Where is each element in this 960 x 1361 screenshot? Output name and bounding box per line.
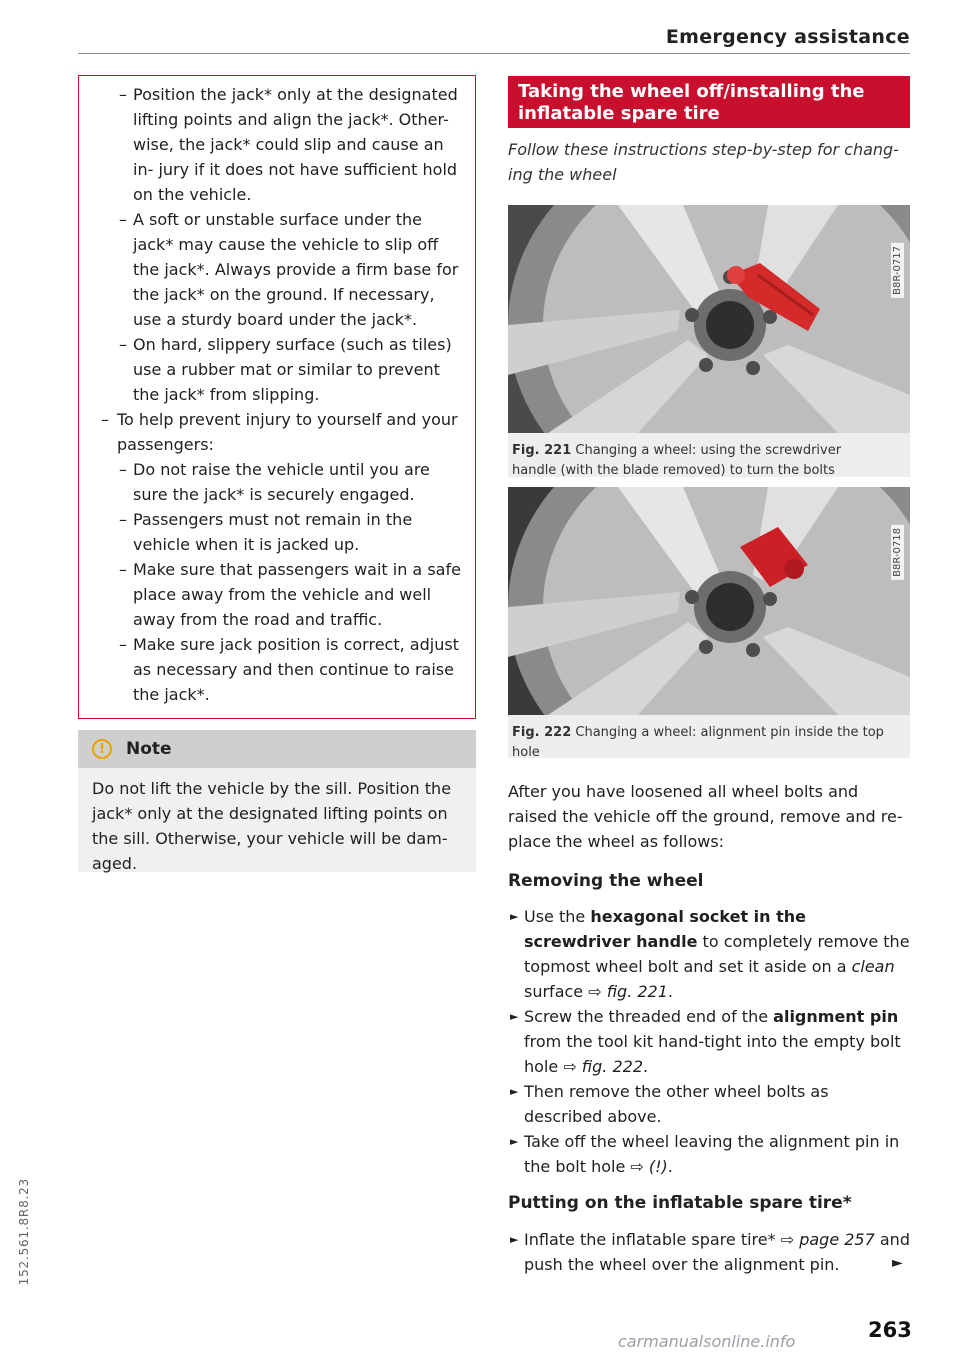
note-link[interactable]: ⇨ (!) (630, 1157, 668, 1176)
note-body: Do not lift the vehicle by the sill. Position the jack* only at the designated lifting points on the sill. Otherwise, your vehicle will be dam- aged. (92, 779, 452, 873)
fig-221-link[interactable]: ⇨ fig. 221 (588, 982, 668, 1001)
putting-step-1: ► Inflate the inflatable spare tire* ⇨ page 257 and push the wheel over the alignment pin. (508, 1227, 910, 1277)
page-number: 263 (868, 1318, 912, 1342)
removing-steps (508, 904, 910, 1179)
section-heading-line1: Taking the wheel off/installing the (518, 81, 865, 102)
warning-item: – To help prevent injury to yourself and your passengers: (93, 407, 463, 457)
continue-arrow-icon: ► (892, 1255, 903, 1271)
warning-item: – Make sure that passengers wait in a safe place away from the vehicle and well away from the road and traffic. (93, 557, 463, 632)
figure-222-label: Fig. 222 (512, 725, 572, 740)
section-heading (508, 76, 910, 128)
fig-222-link[interactable]: ⇨ fig. 222 (563, 1057, 644, 1076)
figure-222 (508, 487, 910, 758)
section-heading-line2: inflatable spare tire (518, 103, 720, 124)
removing-step-2: ► Screw the threaded end of the alignment pin from the tool kit hand-tight into the empty bolt hole ⇨ fig. 222. (508, 1004, 910, 1079)
warning-item: – On hard, slippery surface (such as tiles) use a rubber mat or similar to prevent the jack* from slipping. (93, 332, 463, 407)
note-header (78, 730, 476, 768)
warning-box (78, 75, 476, 719)
removing-step-1: ► Use the hexagonal socket in the screwdriver handle to completely remove the topmost wheel bolt and set it aside on a clean surface ⇨ fig. 221. (508, 904, 910, 1004)
bullet-triangle-icon: ► (510, 910, 519, 923)
wheel-illustration-1 (508, 205, 910, 433)
figure-221-image (508, 205, 910, 433)
figure-221-label: Fig. 221 (512, 443, 572, 458)
dash-bullet: – (119, 560, 127, 579)
warning-item: – Do not raise the vehicle until you are sure the jack* is securely engaged. (93, 457, 463, 507)
figure-221-code: B8R-0717 (891, 243, 904, 298)
dash-bullet: – (101, 410, 109, 429)
figure-221 (508, 205, 910, 477)
section-title: Emergency assistance (665, 26, 910, 48)
figure-222-caption-text: Changing a wheel: alignment pin inside the top hole (512, 725, 884, 760)
bullet-triangle-icon: ► (510, 1010, 519, 1023)
figure-222-code: B8R-0718 (891, 525, 904, 580)
figure-222-image (508, 487, 910, 715)
dash-bullet: – (119, 335, 127, 354)
side-code: 152.561.8R8.23 (17, 1178, 31, 1286)
dash-bullet: – (119, 510, 127, 529)
putting-title: Putting on the inflatable spare tire* (508, 1193, 852, 1213)
bullet-triangle-icon: ► (510, 1085, 519, 1098)
dash-bullet: – (119, 460, 127, 479)
page-257-link[interactable]: ⇨ page 257 (780, 1230, 875, 1249)
dash-bullet: – (119, 635, 127, 654)
warning-list (93, 82, 463, 707)
wheel-illustration-2 (508, 487, 910, 715)
intro-text: Follow these instructions step-by-step for chang- ing the wheel (508, 140, 899, 184)
figure-221-caption-text: Changing a wheel: using the screwdriver handle (with the blade removed) to turn the bolts (512, 443, 842, 478)
after-text: After you have loosened all wheel bolts and raised the vehicle off the ground, remove and re- place the wheel as follows: (508, 782, 903, 851)
note-title: Note (126, 739, 172, 759)
bullet-triangle-icon: ► (510, 1135, 519, 1148)
watermark: carmanualsonline.info (618, 1332, 796, 1351)
warning-item: – Position the jack* only at the designated lifting points and align the jack*. Other- wise, the jack* could slip and cause an in- jury if it does not have sufficient hold on the vehicle. (93, 82, 463, 207)
figure-222-caption (508, 723, 910, 763)
removing-step-4: ► Take off the wheel leaving the alignment pin in the bolt hole ⇨ (!). (508, 1129, 910, 1179)
removing-step-3: ► Then remove the other wheel bolts as described above. (508, 1079, 910, 1129)
dash-bullet: – (119, 85, 127, 104)
warning-item: – Passengers must not remain in the vehicle when it is jacked up. (93, 507, 463, 557)
header-rule (78, 53, 910, 54)
notice-icon: ! (92, 739, 112, 759)
bullet-triangle-icon: ► (510, 1233, 519, 1246)
dash-bullet: – (119, 210, 127, 229)
warning-item: – A soft or unstable surface under the jack* may cause the vehicle to slip off the jack*. Always provide a firm base for the jack* on the ground. If necessary, use a sturdy board under the jack*. (93, 207, 463, 332)
warning-item: – Make sure jack position is correct, adjust as necessary and then continue to raise the jack*. (93, 632, 463, 707)
note-box (78, 730, 476, 872)
figure-221-caption (508, 441, 910, 481)
putting-steps (508, 1227, 910, 1277)
removing-title: Removing the wheel (508, 871, 704, 891)
